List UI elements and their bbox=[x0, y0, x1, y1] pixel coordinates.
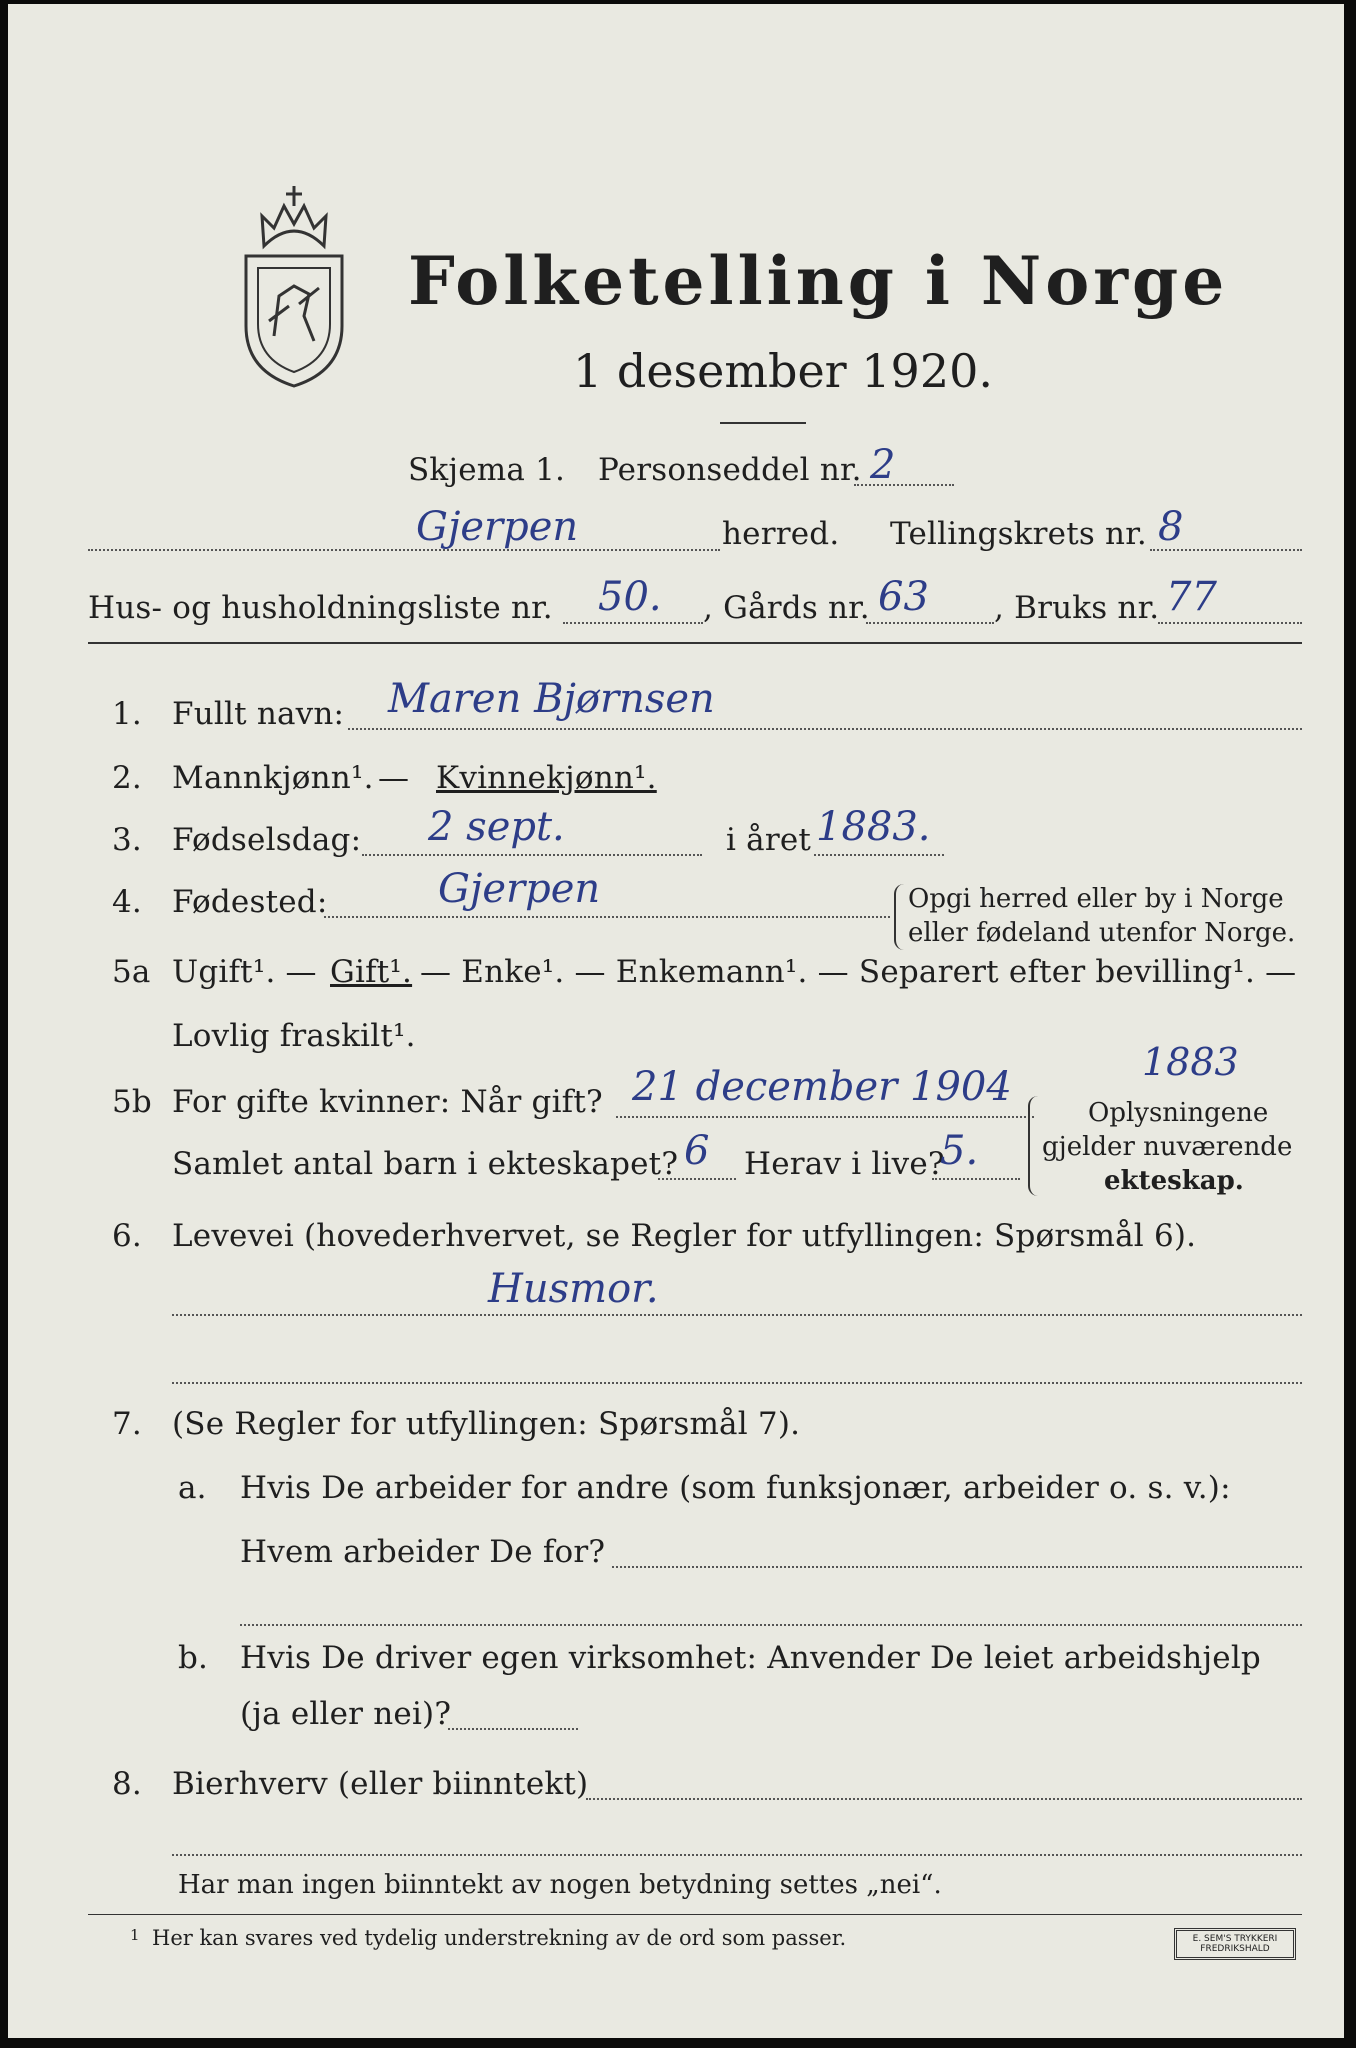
q5a-number: 5a bbox=[112, 954, 151, 990]
skjema-label: Skjema 1. bbox=[408, 452, 566, 488]
q3-birthday: 2 sept. bbox=[428, 804, 565, 850]
title-divider bbox=[720, 422, 806, 424]
q5b-label-alive: Herav i live? bbox=[744, 1146, 945, 1182]
q7-number: 7. bbox=[112, 1406, 142, 1442]
header-separator bbox=[88, 642, 1302, 644]
q5a-gift-underlined: Gift¹. bbox=[330, 954, 413, 990]
q2-mann: Mannkjønn¹. bbox=[172, 760, 374, 796]
q5b-margin-note: 1883 bbox=[1142, 1040, 1239, 1084]
q5b-brace bbox=[1028, 1096, 1040, 1196]
q2-number: 2. bbox=[112, 760, 142, 796]
q3-year-line bbox=[814, 854, 944, 856]
q7b-text: Hvis De driver egen virksomhet: Anvender De leiet arbeidshjelp bbox=[240, 1640, 1261, 1676]
q5b-note-3: ekteskap. bbox=[1104, 1166, 1244, 1196]
bruks-value: 77 bbox=[1166, 574, 1217, 620]
q4-note-2: eller fødeland utenfor Norge. bbox=[908, 918, 1296, 948]
q8-label: Bierhverv (eller biinntekt) bbox=[172, 1766, 589, 1802]
q5b-children: 6 bbox=[684, 1128, 710, 1174]
q7a-text: Hvis De arbeider for andre (som funksjonær, arbeider o. s. v.): bbox=[240, 1470, 1231, 1506]
hus-field-line bbox=[563, 622, 703, 624]
q5b-alive: 5. bbox=[940, 1128, 979, 1174]
q2-dash: — bbox=[378, 760, 410, 796]
form-title: Folketelling i Norge bbox=[408, 242, 1229, 320]
printer-stamp: E. SEM'S TRYKKERI FREDRIKSHALD bbox=[1174, 1928, 1296, 1960]
q3-label: Fødselsdag: bbox=[172, 822, 362, 858]
q3-year: 1883. bbox=[816, 804, 931, 850]
footer-separator bbox=[88, 1914, 1302, 1915]
personseddel-value: 2 bbox=[870, 442, 896, 488]
q5b-alive-line bbox=[932, 1178, 1020, 1180]
q4-note-1: Opgi herred eller by i Norge bbox=[908, 884, 1284, 914]
bruks-field-line bbox=[1158, 622, 1302, 624]
q5b-note-1: Oplysningene bbox=[1088, 1098, 1269, 1128]
q6-occupation: Husmor. bbox=[488, 1266, 659, 1312]
hus-label: Hus- og husholdningsliste nr. bbox=[88, 590, 553, 626]
q6-label: Levevei (hovederhvervet, se Regler for utfyllingen: Spørsmål 6). bbox=[172, 1218, 1197, 1254]
q4-label: Fødested: bbox=[172, 884, 328, 920]
q1-full-name: Maren Bjørnsen bbox=[388, 676, 715, 722]
q5b-label-children: Samlet antal barn i ekteskapet? bbox=[172, 1146, 679, 1182]
q7b-question: (ja eller nei)? bbox=[240, 1696, 452, 1732]
q3-field-line bbox=[362, 854, 702, 856]
tellingskrets-value: 8 bbox=[1158, 504, 1184, 550]
gards-field-line bbox=[866, 622, 994, 624]
q5b-children-line bbox=[658, 1178, 736, 1180]
q1-field-line bbox=[348, 728, 1302, 730]
q7a-question: Hvem arbeider De for? bbox=[240, 1534, 606, 1570]
q5a-fraskilt: Lovlig fraskilt¹. bbox=[172, 1018, 416, 1054]
q8-field-line-1 bbox=[586, 1798, 1302, 1800]
q5b-number: 5b bbox=[112, 1084, 152, 1120]
herred-value: Gjerpen bbox=[416, 504, 579, 550]
q8-field-line-2 bbox=[172, 1854, 1302, 1856]
census-form bbox=[8, 4, 1344, 2038]
footnote-mark: 1 bbox=[130, 1926, 140, 1944]
q7b-label: b. bbox=[178, 1640, 209, 1676]
q5b-married-date: 21 december 1904 bbox=[632, 1064, 1012, 1110]
q6-number: 6. bbox=[112, 1218, 142, 1254]
q7a-field-line-1 bbox=[612, 1566, 1302, 1568]
q8-number: 8. bbox=[112, 1766, 142, 1802]
q4-brace bbox=[894, 884, 906, 950]
q5a-rest: — Enke¹. — Enkemann¹. — Separert efter bevilling¹. — bbox=[420, 954, 1297, 990]
q4-field-line bbox=[324, 916, 890, 918]
coat-of-arms-icon bbox=[234, 176, 354, 391]
q7a-field-line-2 bbox=[240, 1624, 1302, 1626]
herred-label: herred. bbox=[722, 516, 840, 552]
q5b-note-2: gjelder nuværende bbox=[1042, 1132, 1293, 1162]
q4-number: 4. bbox=[112, 884, 142, 920]
form-date: 1 desember 1920. bbox=[573, 344, 993, 398]
q6-line-1 bbox=[172, 1314, 1302, 1316]
herred-field-line bbox=[88, 549, 720, 551]
footer-note: Har man ingen biinntekt av nogen betydning settes „nei“. bbox=[178, 1870, 942, 1900]
q6-line-2 bbox=[172, 1382, 1302, 1384]
footnote-text: Her kan svares ved tydelig understrekning av de ord som passer. bbox=[152, 1926, 847, 1950]
q7b-field-line bbox=[448, 1728, 578, 1730]
personseddel-field-line bbox=[854, 484, 954, 486]
personseddel-label: Personseddel nr. bbox=[598, 452, 862, 488]
q7-label: (Se Regler for utfyllingen: Spørsmål 7). bbox=[172, 1406, 801, 1442]
bruks-label: , Bruks nr. bbox=[994, 590, 1160, 626]
gards-label: , Gårds nr. bbox=[703, 590, 870, 626]
tellingskrets-label: Tellingskrets nr. bbox=[890, 516, 1147, 552]
q7a-label: a. bbox=[178, 1470, 207, 1506]
q4-birthplace: Gjerpen bbox=[438, 866, 601, 912]
q5b-married-line bbox=[616, 1116, 1034, 1118]
q3-year-label: i året bbox=[726, 822, 812, 858]
q5a-ugift: Ugift¹. — bbox=[172, 954, 317, 990]
q1-number: 1. bbox=[112, 696, 142, 732]
hus-value: 50. bbox=[598, 574, 662, 620]
gards-value: 63 bbox=[878, 574, 929, 620]
q5b-label-married: For gifte kvinner: Når gift? bbox=[172, 1084, 603, 1120]
q3-number: 3. bbox=[112, 822, 142, 858]
q2-kvinne-underlined: Kvinnekjønn¹. bbox=[436, 760, 657, 796]
q1-label: Fullt navn: bbox=[172, 696, 345, 732]
